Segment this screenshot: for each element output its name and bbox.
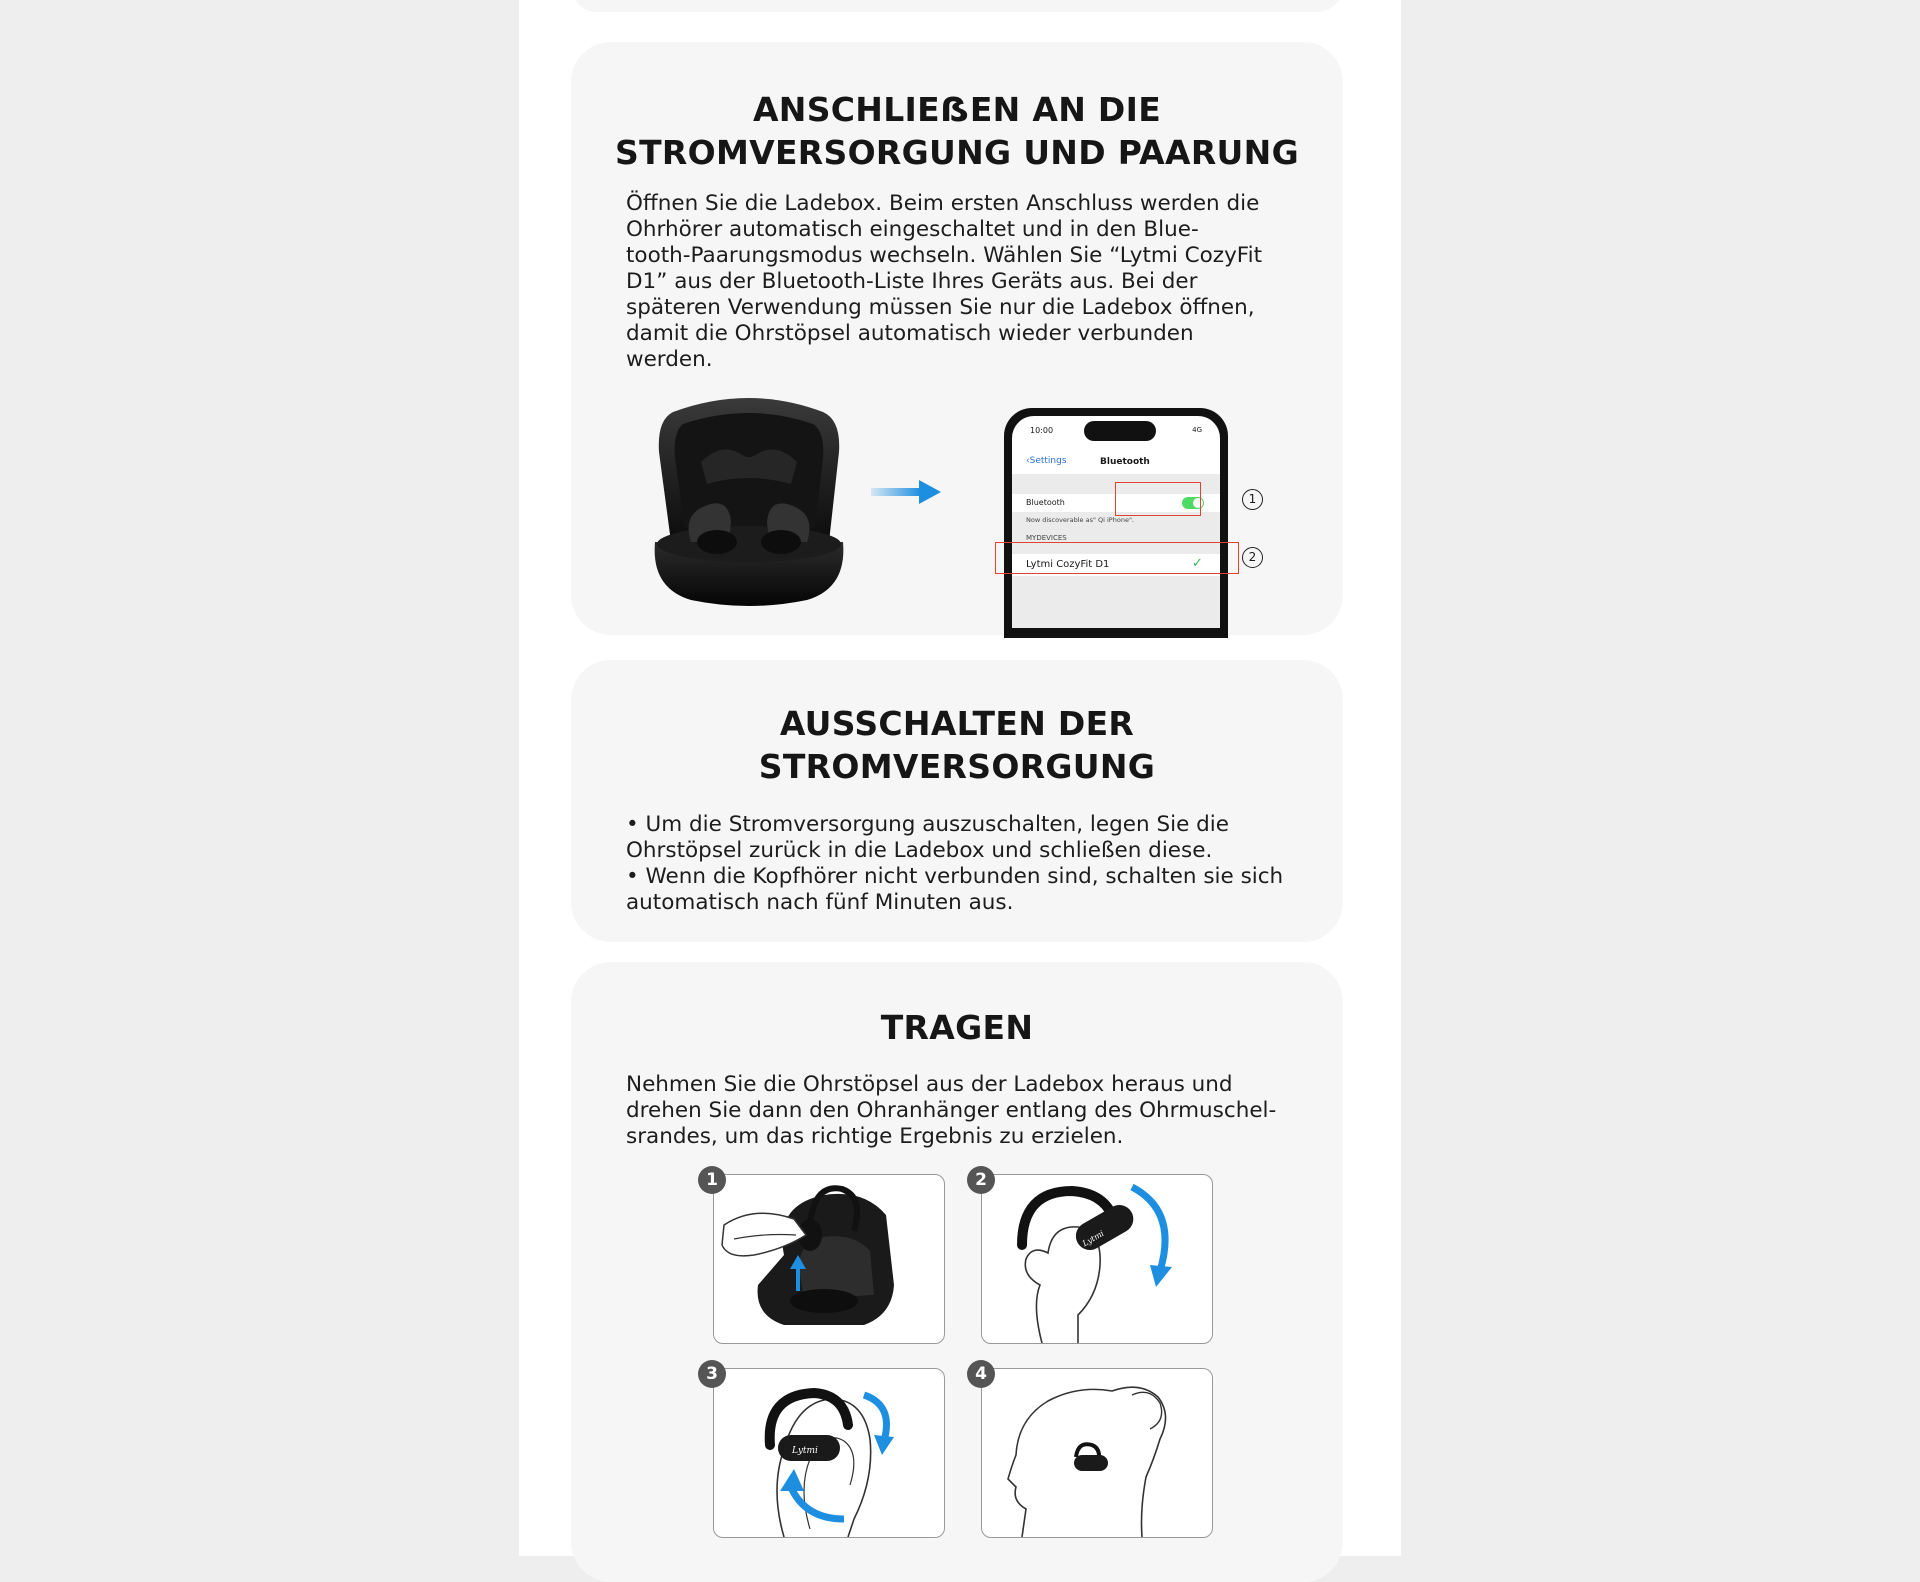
step-marker-2: 2 (1242, 547, 1263, 568)
pairing-text-line: damit die Ohrstöpsel automatisch wieder verbunden (626, 321, 1194, 346)
wearing-section (571, 962, 1343, 1582)
bluetooth-label: Bluetooth (1026, 498, 1065, 507)
pairing-text-line: Ohrhörer automatisch eingeschaltet und in den Blue- (626, 217, 1199, 242)
pairing-text (626, 191, 1306, 373)
previous-card (571, 0, 1343, 12)
chevron-left-icon: ‹ (1026, 456, 1030, 466)
pairing-text-line: werden. (626, 347, 713, 372)
phone-mockup (1004, 408, 1228, 628)
charging-case-image (651, 392, 847, 610)
fit-earhook-image (714, 1369, 944, 1537)
pairing-title-line1: ANSCHLIEẞEN AN DIE (752, 90, 1162, 129)
dynamic-island (1084, 421, 1156, 441)
pairing-text-line: späteren Verwendung müssen Sie nur die Ladebox öffnen, (626, 295, 1255, 320)
phone-screen (1012, 416, 1220, 628)
status-time: 10:00 (1030, 426, 1054, 435)
power-off-text-line: automatisch nach fünf Minuten aus. (626, 890, 1014, 915)
power-off-text-line: • Um die Stromversorgung auszuschalten, legen Sie die (626, 812, 1229, 837)
toggle-highlight (1115, 482, 1201, 516)
pairing-text-line: tooth-Paarungsmodus wechseln. Wählen Sie “Lytmi CozyFit (626, 243, 1263, 268)
status-network: 4G (1192, 426, 1202, 434)
rotate-earhook-image (982, 1175, 1212, 1343)
wearing-title: TRAGEN (880, 1008, 1034, 1047)
arrow-right-icon (871, 480, 941, 504)
device-highlight (995, 542, 1239, 574)
page (519, 0, 1401, 1556)
wear-step-2-panel (981, 1174, 1213, 1344)
pairing-title (611, 88, 1303, 174)
wear-step-4-panel (981, 1368, 1213, 1538)
power-off-text-line: • Wenn die Kopfhörer nicht verbunden sind, schalten sie sich (626, 864, 1284, 889)
back-label: Settings (1029, 456, 1067, 466)
svg-text:Lytmi: Lytmi (792, 1446, 818, 1456)
power-off-title (611, 702, 1303, 788)
power-off-text (626, 812, 1316, 916)
screen-title: Bluetooth (1100, 457, 1150, 467)
pairing-text-line: D1” aus der Bluetooth-Liste Ihres Geräts aus. Bei der (626, 269, 1198, 294)
pairing-text-line: Öffnen Sie die Ladebox. Beim ersten Anschluss werden die (626, 191, 1260, 216)
device-name: Lytmi CozyFit D1 (1026, 559, 1110, 570)
power-off-text-line: Ohrstöpsel zurück in die Ladebox und schließen diese. (626, 838, 1213, 863)
step-number-2: 2 (967, 1166, 995, 1194)
pairing-section (571, 42, 1343, 635)
check-icon: ✓ (1192, 556, 1203, 571)
power-off-title-line2: STROMVERSORGUNG (758, 747, 1156, 786)
worn-earbud-profile-image (982, 1369, 1212, 1537)
discoverable-text: Now discoverable as" Qi iPhone". (1026, 516, 1134, 524)
step-number-1: 1 (698, 1166, 726, 1194)
step-marker-1: 1 (1242, 489, 1263, 510)
step-number-3: 3 (698, 1360, 726, 1388)
power-off-title-line1: AUSSCHALTEN DER (779, 704, 1135, 743)
take-out-earbud-image (714, 1175, 944, 1343)
wear-step-3-panel (713, 1368, 945, 1538)
step-number-4: 4 (967, 1360, 995, 1388)
pairing-title-line2: STROMVERSORGUNG UND PAARUNG (615, 133, 1299, 172)
devices-header: MYDEVICES (1026, 534, 1067, 542)
wear-step-1-panel (713, 1174, 945, 1344)
svg-text:Lytmi: Lytmi (1081, 1228, 1106, 1249)
wearing-text-line: Nehmen Sie die Ohrstöpsel aus der Ladebox heraus und (626, 1072, 1233, 1097)
wearing-text (626, 1072, 1316, 1150)
settings-back-link[interactable] (1026, 456, 1067, 466)
wearing-text-line: srandes, um das richtige Ergebnis zu erzielen. (626, 1124, 1124, 1149)
wearing-text-line: drehen Sie dann den Ohranhänger entlang des Ohrmuschel- (626, 1098, 1277, 1123)
power-off-section (571, 660, 1343, 942)
